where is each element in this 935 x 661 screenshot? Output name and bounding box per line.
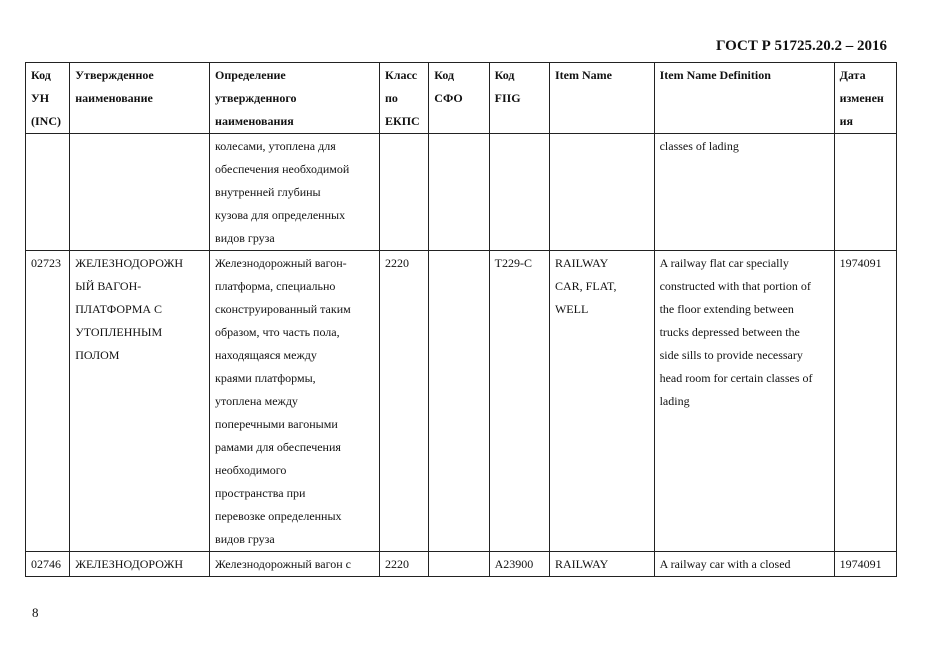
- header-name-definition: Определение утвержденного наименования: [210, 63, 380, 134]
- cell-fiig-code: A23900: [489, 552, 549, 577]
- cell-name-definition: Железнодорожный вагон с: [210, 552, 380, 577]
- cell-approved-name: [70, 134, 210, 251]
- cell-name-definition: колесами, утоплена для обеспечения необходимой внутренней глубины кузова для определенных видов груза: [210, 134, 380, 251]
- header-item-name: Item Name: [549, 63, 654, 134]
- header-row: [26, 63, 897, 134]
- header-approved-name: Утвержденное наименование: [70, 63, 210, 134]
- cell-item-name-definition: classes of lading: [654, 134, 834, 251]
- page-number: 8: [32, 605, 39, 620]
- cell-ekps-class: [380, 134, 429, 251]
- cell-inc-code: 02746: [26, 552, 70, 577]
- cell-item-name-definition: A railway car with a closed: [654, 552, 834, 577]
- cell-inc-code: 02723: [26, 251, 70, 552]
- header-fiig-code: Код FIIG: [489, 63, 549, 134]
- cell-fiig-code: T229-C: [489, 251, 549, 552]
- cell-approved-name: ЖЕЛЕЗНОДОРОЖН ЫЙ ВАГОН- ПЛАТФОРМА С УТОПЛЕННЫМ ПОЛОМ: [70, 251, 210, 552]
- cell-approved-name: ЖЕЛЕЗНОДОРОЖН: [70, 552, 210, 577]
- cell-sfo-code: [429, 134, 489, 251]
- header-item-name-definition: Item Name Definition: [654, 63, 834, 134]
- cell-item-name: RAILWAY: [549, 552, 654, 577]
- nomenclature-table: [25, 62, 897, 577]
- document-code: ГОСТ Р 51725.20.2 – 2016: [715, 38, 887, 54]
- cell-fiig-code: [489, 134, 549, 251]
- cell-item-name: [549, 134, 654, 251]
- cell-item-name: RAILWAY CAR, FLAT, WELL: [549, 251, 654, 552]
- header-sfo-code: Код СФО: [429, 63, 489, 134]
- table-row: [26, 251, 897, 552]
- header-change-date: Дата изменен ия: [834, 63, 896, 134]
- cell-sfo-code: [429, 552, 489, 577]
- table-row: [26, 552, 897, 577]
- cell-name-definition: Железнодорожный вагон- платформа, специально сконструированный таким образом, что часть пола, находящаяся между краями платформы, утоплена между поперечными вагоными рамами для обеспечения необходимого пространства при перевозке определенных видов груза: [210, 251, 380, 552]
- cell-change-date: 1974091: [834, 251, 896, 552]
- table-row: [26, 134, 897, 251]
- header-inc-code: Код УН (INC): [26, 63, 70, 134]
- cell-item-name-definition: A railway flat car specially constructed with that portion of the floor extending between trucks depressed between the side sills to provide necessary head room for certain classes of lading: [654, 251, 834, 552]
- cell-inc-code: [26, 134, 70, 251]
- header-ekps-class: Класс по ЕКПС: [380, 63, 429, 134]
- cell-ekps-class: 2220: [380, 552, 429, 577]
- cell-sfo-code: [429, 251, 489, 552]
- cell-change-date: 1974091: [834, 552, 896, 577]
- cell-ekps-class: 2220: [380, 251, 429, 552]
- cell-change-date: [834, 134, 896, 251]
